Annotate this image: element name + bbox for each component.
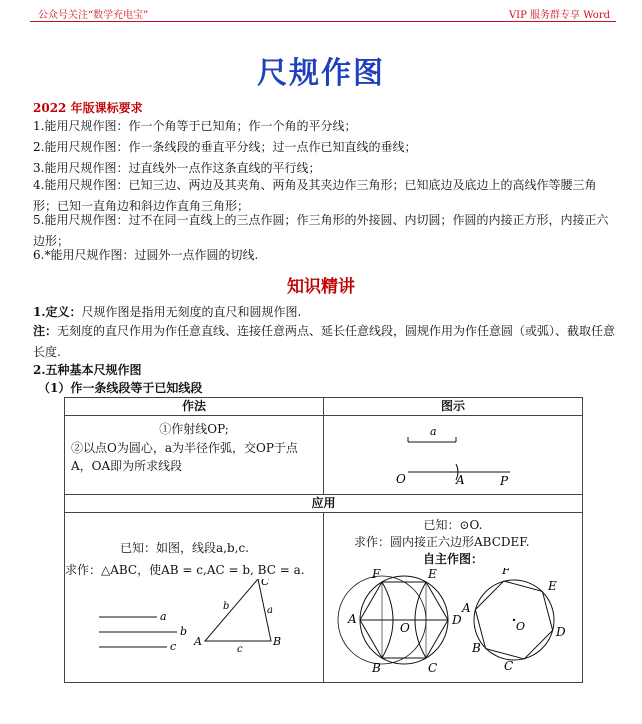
vertex-B: B [273,635,282,648]
seg-label-c: c [170,640,177,653]
note [33,321,618,363]
column-method-header: 作法 [65,398,324,416]
label-P: P [500,474,509,488]
subsection-1-heading: （1）作一条线段等于已知线段 [38,381,203,395]
label-O: O [396,472,406,486]
note-label: 注： [33,324,58,338]
header-right-text: VIP 服务群专享 Word [508,10,610,21]
self-draw-label: 自主作图： [422,552,483,566]
note-text: 无刻度的直尺作用为作任意直线、连接任意两点、延长任意线段，圆规作用为作任意圆（或弧）、截取任意长度. [33,324,616,359]
side-c: c [237,644,243,655]
requirement-item-5: 5.能用尺规作图：过不在同一直线上的三点作圆；作三角形的外接圆、内切圆；作圆的内接正方形，内接正六边形； [33,213,609,248]
column-figure-header: 图示 [324,398,583,416]
requirement-item-4: 4.能用尺规作图：已知三边、两边及其夹角、两角及其夹边作三角形；已知底边及底边上的高线作等腰三角形；已知一直角边和斜边作直角三角形； [33,178,597,213]
hexagon-figures [324,568,582,678]
figure-cell [324,416,583,495]
section-2-heading: 2.五种基本尺规作图 [33,363,142,377]
construction-table [64,397,583,683]
hex2-E: E [548,579,557,593]
hex1-D: D [452,613,462,627]
seg-label-b: b [180,625,188,638]
requirement-item-6: 6.*能用尺规作图：过圆外一点作圆的切线. [33,248,259,262]
vertex-A: A [194,635,202,648]
hexagon-construction-2 [461,568,566,673]
hex2-O: O [516,620,526,633]
side-a: a [267,605,273,616]
hex2-D: D [556,625,566,639]
triangle-abc [205,579,271,641]
hex2-F: F [502,568,511,577]
hex1-E: E [428,568,437,581]
page-title: 尺规作图 [257,56,385,91]
definition-text: 尺规作图是指用无刻度的直尺和圆规作图. [81,305,302,319]
requirement-item-2: 2.能用尺规作图：作一条线段的垂直平分线；过一点作已知直线的垂线； [33,140,417,154]
hexagon-construction-1 [338,568,462,675]
hex1-O: O [400,621,410,635]
requirements-heading: 2022 年版课标要求 [33,101,143,115]
triangle-figure [65,579,323,679]
app-right-known: 已知：⊙O. [423,518,483,532]
requirement-item-3: 3.能用尺规作图：过直线外一点作这条直线的平行线； [33,161,321,175]
label-A: A [456,473,465,487]
requirement-item-1: 1.能用尺规作图：作一个角等于已知角；作一个角的平分线； [33,119,357,133]
definition [33,302,618,323]
hex2-B: B [472,641,481,655]
application-left-cell [65,513,324,683]
hex2-C: C [504,659,514,673]
header-left-text: 公众号关注“数学充电宝” [38,10,149,21]
app-right-find: 求作：圆内接正六边形ABCDEF. [354,535,530,549]
hex1-A: A [348,612,357,626]
segment-figure [324,416,582,491]
definition-label: 1.定义： [33,305,82,319]
vertex-C: C [261,579,270,588]
step-1: ①作射线OP; [159,422,229,436]
hex1-C: C [428,661,438,675]
step-2: ②以点O为圆心，a为半径作弧，交OP于点A，OA即为所求线段 [71,441,298,473]
hex1-B: B [372,661,381,675]
seg-label-a: a [160,610,167,623]
header-divider [30,21,616,22]
knowledge-heading: 知识精讲 [287,277,355,297]
method-cell [65,416,324,495]
app-left-find: 求作：△ABC，使AB = c,AC = b, BC = a. [65,563,305,577]
hex1-F: F [372,568,381,581]
label-a: a [430,425,437,438]
application-header: 应用 [65,495,583,513]
app-left-known: 已知：如图，线段a,b,c. [120,541,250,555]
application-right-cell [324,513,583,683]
hex2-A: A [462,601,471,615]
side-b: b [223,601,230,612]
